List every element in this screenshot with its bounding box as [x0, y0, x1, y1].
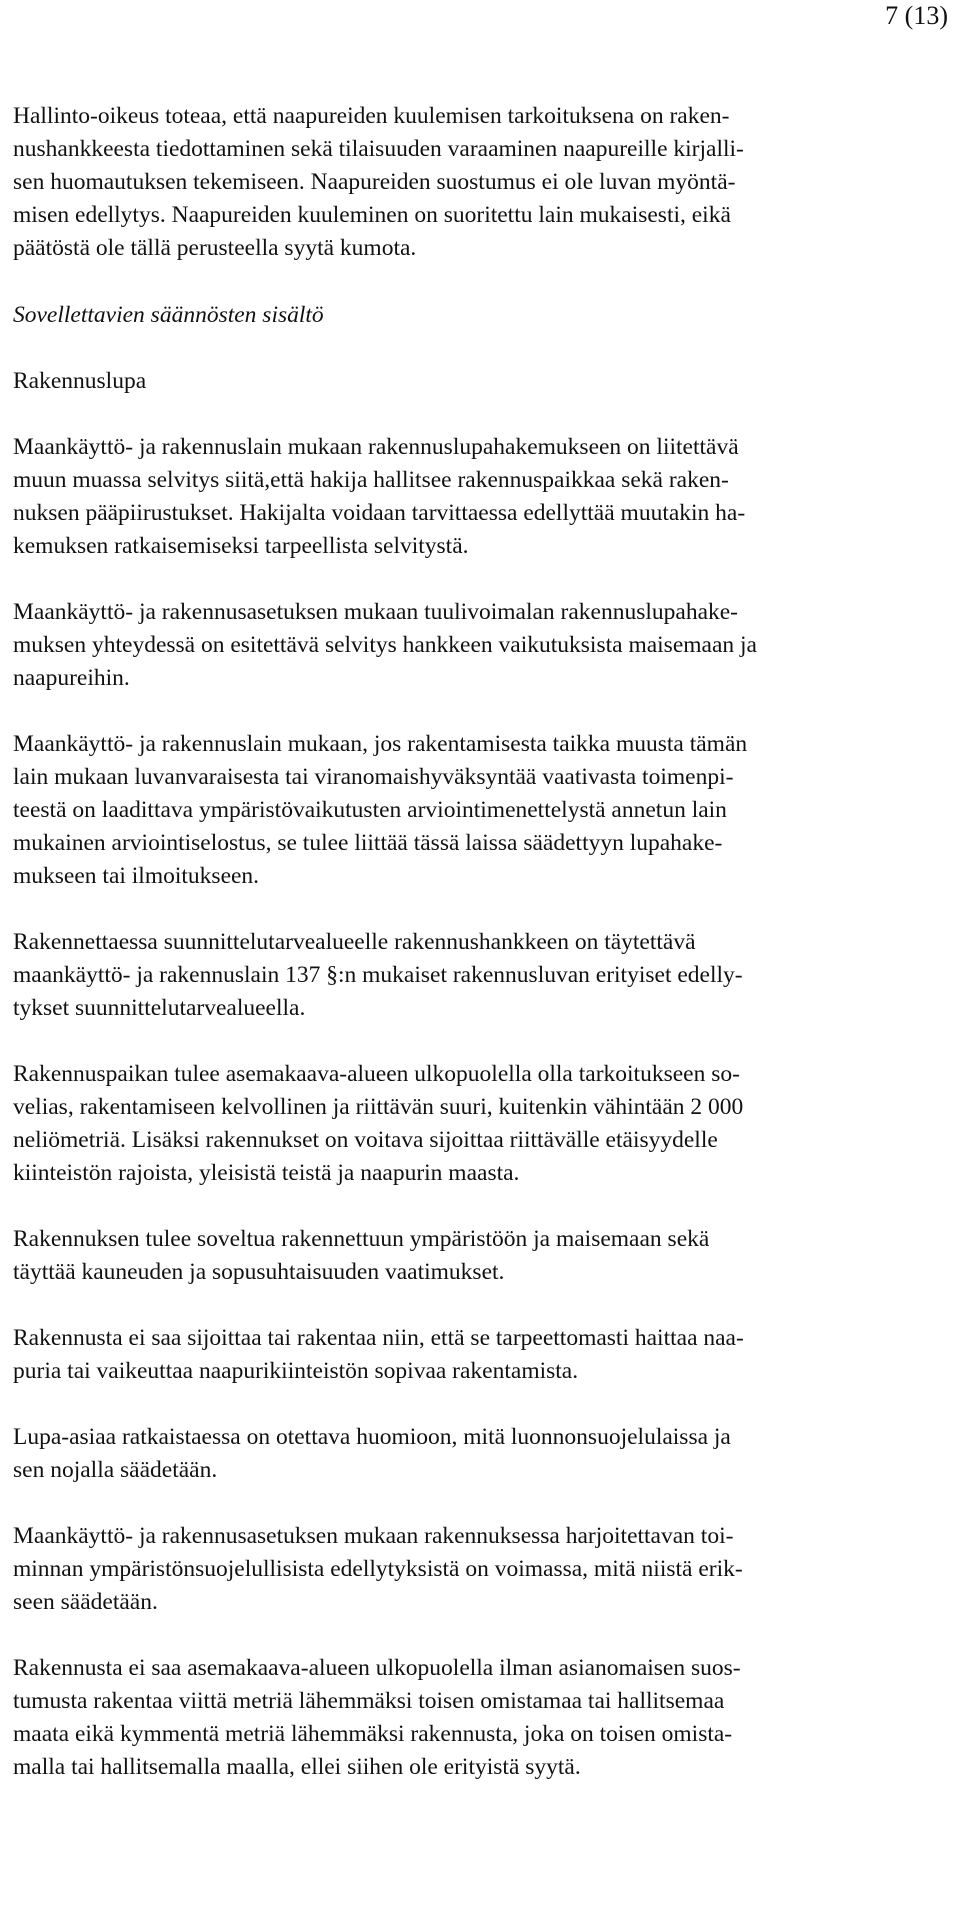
paragraph — [13, 1058, 943, 1190]
page-number: 7 (13) — [885, 1, 948, 30]
text-line: nushankkeesta tiedottaminen sekä tilaisuuden varaaminen naapureille kirjalli- — [13, 136, 744, 162]
text-line: sen nojalla säädetään. — [13, 1457, 218, 1483]
text-line: muksen yhteydessä on esitettävä selvitys hankkeen vaikutuksista maisemaan ja — [13, 632, 757, 658]
text-line: minnan ympäristönsuojelullisista edellytyksistä on voimassa, mitä niistä erik- — [13, 1556, 743, 1582]
text-line: Rakennuspaikan tulee asemakaava-alueen ulkopuolella olla tarkoitukseen so- — [13, 1061, 740, 1087]
text-line: lain mukaan luvanvaraisesta tai viranomaishyväksyntää vaativasta toimenpi- — [13, 764, 734, 790]
text-line: Maankäyttö- ja rakennuslain mukaan, jos rakentamisesta taikka muusta tämän — [13, 731, 748, 757]
text-line: malla tai hallitsemalla maalla, ellei siihen ole erityistä syytä. — [13, 1754, 581, 1780]
text-line: Rakennettaessa suunnittelutarvealueelle rakennushankkeen on täytettävä — [13, 929, 696, 955]
intro-paragraph — [13, 100, 943, 265]
text-line: seen säädetään. — [13, 1589, 158, 1615]
text-line: Maankäyttö- ja rakennusasetuksen mukaan rakennuksessa harjoitettavan toi- — [13, 1523, 734, 1549]
paragraph — [13, 1223, 943, 1289]
text-line: Maankäyttö- ja rakennusasetuksen mukaan tuulivoimalan rakennuslupahake- — [13, 599, 739, 625]
text-line: maankäyttö- ja rakennuslain 137 §:n mukaiset rakennusluvan erityiset edelly- — [13, 962, 743, 988]
text-line: maata eikä kymmentä metriä lähemmäksi rakennusta, joka on toisen omista- — [13, 1721, 733, 1747]
paragraph — [13, 1652, 943, 1784]
paragraph — [13, 596, 943, 695]
text-line: sen huomautuksen tekemiseen. Naapureiden suostumus ei ole luvan myöntä- — [13, 169, 736, 195]
text-line: misen edellytys. Naapureiden kuuleminen on suoritettu lain mukaisesti, eikä — [13, 202, 731, 228]
paragraph — [13, 728, 943, 893]
text-line: neliömetriä. Lisäksi rakennukset on voitava sijoittaa riittävälle etäisyydelle — [13, 1127, 718, 1153]
text-line: mukseen tai ilmoitukseen. — [13, 863, 260, 889]
text-line: täyttää kauneuden ja sopusuhtaisuuden vaatimukset. — [13, 1259, 505, 1285]
paragraph — [13, 926, 943, 1025]
text-line: Rakennusta ei saa asemakaava-alueen ulkopuolella ilman asianomaisen suos- — [13, 1655, 741, 1681]
subsection-heading: Rakennuslupa — [13, 368, 147, 394]
text-line: tykset suunnittelutarvealueella. — [13, 995, 306, 1021]
text-line: kemuksen ratkaisemiseksi tarpeellista selvitystä. — [13, 533, 469, 559]
text-line: Maankäyttö- ja rakennuslain mukaan rakennuslupahakemukseen on liitettävä — [13, 434, 739, 460]
paragraph — [13, 1421, 943, 1487]
text-line: teestä on laadittava ympäristövaikutusten arviointimenettelystä annetun lain — [13, 797, 727, 823]
paragraph-list — [13, 431, 943, 1784]
text-line: Hallinto-oikeus toteaa, että naapureiden kuulemisen tarkoituksena on raken- — [13, 103, 730, 129]
text-line: Rakennuksen tulee soveltua rakennettuun ympäristöön ja maisemaan sekä — [13, 1226, 710, 1252]
text-line: naapureihin. — [13, 665, 130, 691]
text-line: tumusta rakentaa viittä metriä lähemmäksi toisen omistamaa tai hallitsemaa — [13, 1688, 725, 1714]
paragraph — [13, 431, 943, 563]
text-line: puria tai vaikeuttaa naapurikiinteistön sopivaa rakentamista. — [13, 1358, 579, 1384]
paragraph — [13, 1322, 943, 1388]
paragraph — [13, 1520, 943, 1619]
text-line: nuksen pääpiirustukset. Hakijalta voidaan tarvittaessa edellyttää muutakin ha- — [13, 500, 746, 526]
text-line: Lupa-asiaa ratkaistaessa on otettava huomioon, mitä luonnonsuojelulaissa ja — [13, 1424, 731, 1450]
text-line: kiinteistön rajoista, yleisistä teistä ja naapurin maasta. — [13, 1160, 520, 1186]
text-line: velias, rakentamiseen kelvollinen ja riittävän suuri, kuitenkin vähintään 2 000 — [13, 1094, 744, 1120]
text-line: muun muassa selvitys siitä,että hakija hallitsee rakennuspaikkaa sekä raken- — [13, 467, 729, 493]
text-line: Rakennusta ei saa sijoittaa tai rakentaa niin, että se tarpeettomasti haittaa naa- — [13, 1325, 744, 1351]
text-line: mukainen arviointiselostus, se tulee liittää tässä laissa säädettyyn lupahake- — [13, 830, 723, 856]
text-line: päätöstä ole tällä perusteella syytä kumota. — [13, 235, 417, 261]
section-heading: Sovellettavien säännösten sisältö — [13, 302, 324, 328]
document-body — [13, 100, 943, 1817]
